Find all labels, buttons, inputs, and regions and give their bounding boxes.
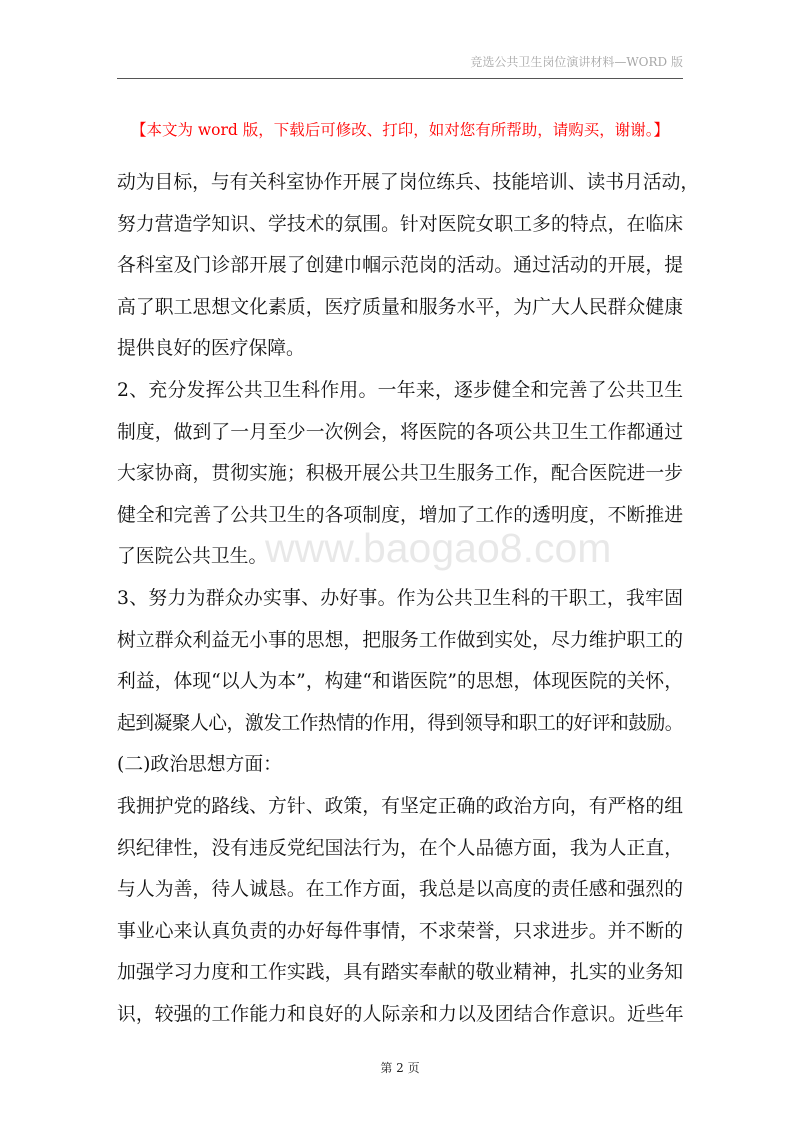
- body-line: 3、努力为群众办实事、办好事。作为公共卫生科的干职工，我牢固: [117, 587, 683, 609]
- body-line: 健全和完善了公共卫生的各项制度，增加了工作的透明度，不断推进: [117, 504, 683, 526]
- body-line: 各科室及门诊部开展了创建巾帼示范岗的活动。通过活动的开展，提: [117, 255, 683, 277]
- body-line: 努力营造学知识、学技术的氛围。针对医院女职工多的特点，在临床: [117, 213, 683, 235]
- body-line: 2、充分发挥公共卫生科作用。一年来，逐步健全和完善了公共卫生: [117, 379, 683, 401]
- page-header-title: 竞选公共卫生岗位演讲材料—WORD 版: [470, 55, 683, 69]
- body-line: 识，较强的工作能力和良好的人际亲和力以及团结合作意识。近些年: [117, 1003, 683, 1025]
- body-line: 织纪律性，没有违反党纪国法行为，在个人品德方面，我为人正直，: [117, 837, 683, 859]
- body-line: 了医院公共卫生。: [117, 546, 268, 568]
- body-line: 加强学习力度和工作实践，具有踏实奉献的敬业精神，扎实的业务知: [117, 962, 683, 984]
- body-line: 树立群众利益无小事的思想，把服务工作做到实处，尽力维护职工的: [117, 629, 683, 651]
- body-line: 事业心来认真负责的办好每件事情，不求荣誉，只求进步。并不断的: [117, 920, 683, 942]
- header-divider: [117, 78, 683, 79]
- body-line: 大家协商，贯彻实施；积极开展公共卫生服务工作，配合医院进一步: [117, 463, 683, 485]
- body-line: 我拥护党的路线、方针、政策，有坚定正确的政治方向，有严格的组: [117, 795, 683, 817]
- document-body: [117, 162, 700, 1035]
- body-line: 提供良好的医疗保障。: [117, 338, 305, 360]
- body-line: 制度，做到了一月至少一次例会，将医院的各项公共卫生工作都通过: [117, 421, 683, 443]
- section-heading: (二)政治思想方面：: [117, 754, 282, 776]
- body-line: 与人为善，待人诚恳。在工作方面，我总是以高度的责任感和强烈的: [117, 879, 683, 901]
- download-notice: 【本文为 word 版，下载后可修改、打印，如对您有所帮助，请购买，谢谢。】: [130, 121, 670, 139]
- body-line: 利益，体现“以人为本”，构建“和谐医院”的思想，体现医院的关怀，: [117, 671, 683, 693]
- body-line: 动为目标，与有关科室协作开展了岗位练兵、技能培训、读书月活动，: [117, 172, 700, 193]
- watermark: www.baogao8.com: [265, 525, 612, 571]
- body-line: 起到凝聚人心，激发工作热情的作用，得到领导和职工的好评和鼓励。: [117, 712, 683, 734]
- page-number: 第 2 页: [380, 1061, 420, 1075]
- body-line: 高了职工思想文化素质，医疗质量和服务水平，为广大人民群众健康: [117, 296, 683, 318]
